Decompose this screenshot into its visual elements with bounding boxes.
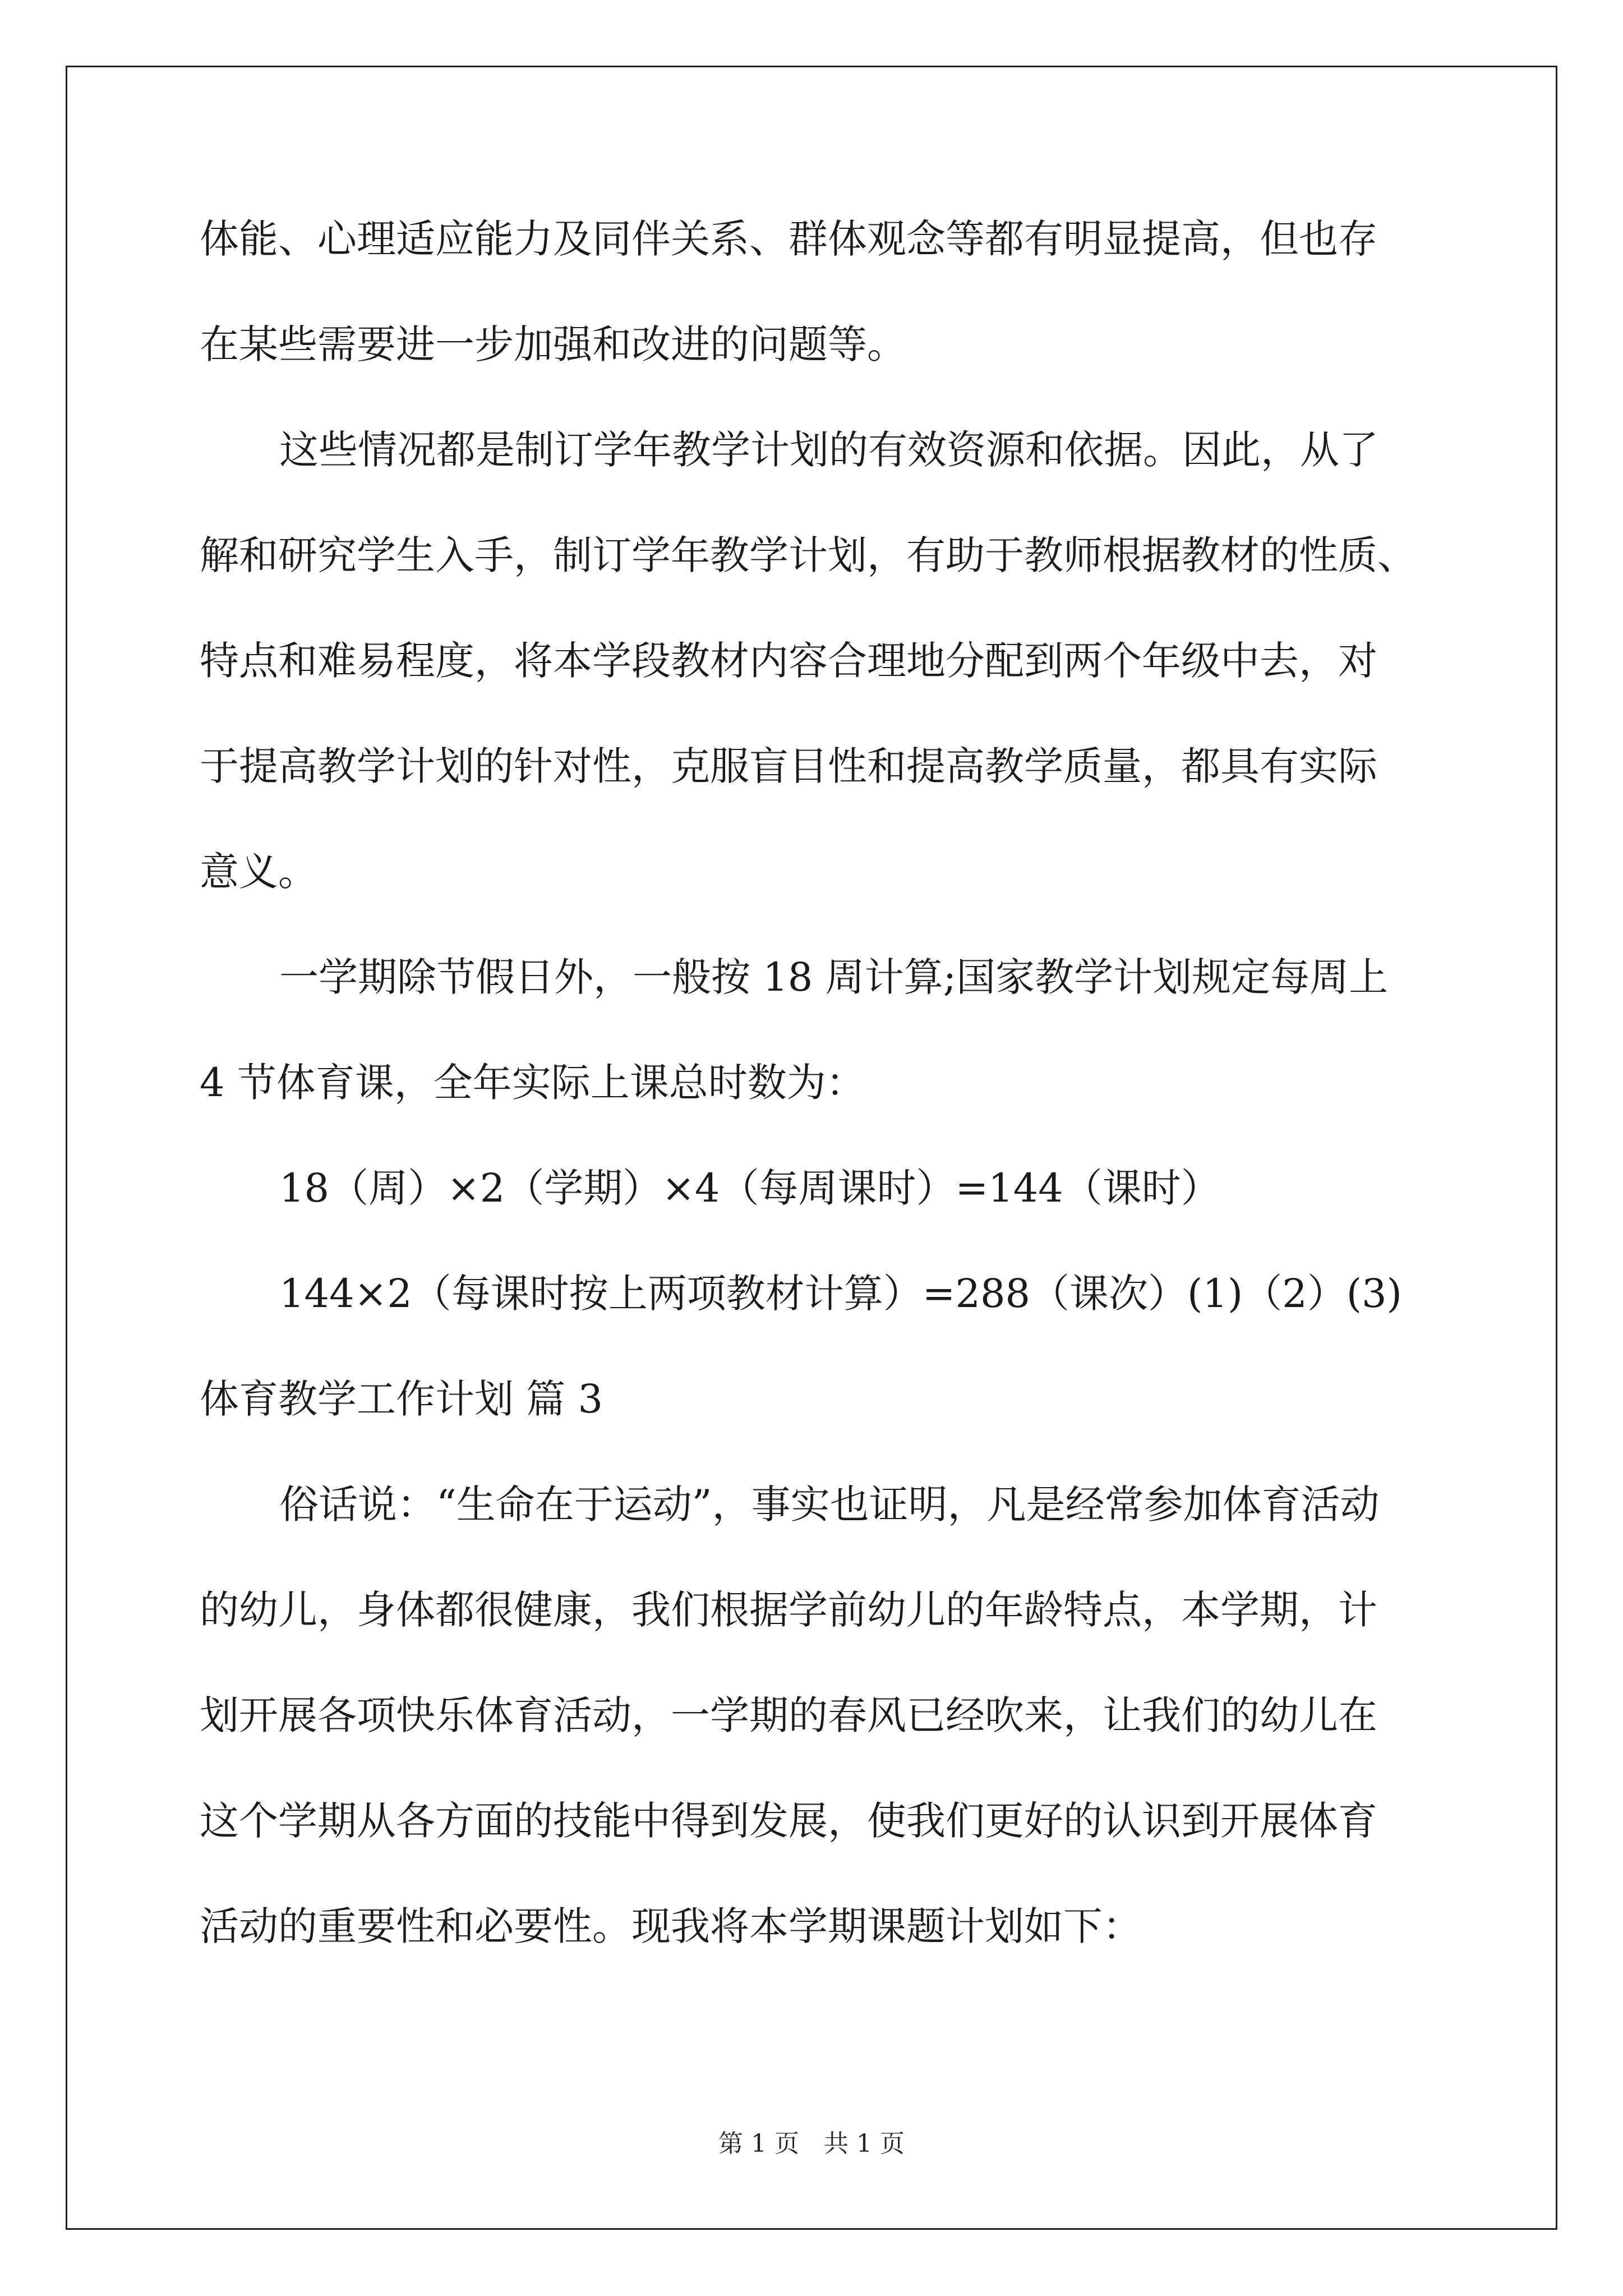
section-heading: 体育教学工作计划 篇 3: [200, 1376, 603, 1422]
text-line-6: 于提高教学计划的针对性，克服盲目性和提高教学质量，都具有实际: [200, 743, 1377, 789]
text-line-7: 意义。: [200, 849, 317, 895]
text-line-3: 这些情况都是制订学年教学计划的有效资源和依据。因此，从了: [279, 427, 1378, 473]
text-line-15: 划开展各项快乐体育活动，一学期的春风已经吹来，让我们的幼儿在: [200, 1692, 1377, 1738]
text-line-10: 18（周）×2（学期）×4（每周课时）=144（课时）: [279, 1165, 1220, 1211]
text-line-8: 一学期除节假日外，一般按 18 周计算;国家教学计划规定每周上: [279, 954, 1389, 1000]
text-line-4: 解和研究学生入手，制订学年教学计划，有助于教师根据教材的性质、: [200, 532, 1417, 578]
text-line-5: 特点和难易程度，将本学段教材内容合理地分配到两个年级中去，对: [200, 638, 1377, 684]
page-number-footer: 第 1 页 共 1 页: [718, 2129, 905, 2158]
text-line-11: 144×2（每课时按上两项教材计算）=288（课次）(1)（2）(3): [279, 1271, 1402, 1317]
text-line-17: 活动的重要性和必要性。现我将本学期课题计划如下：: [200, 1903, 1142, 1949]
text-line-9: 4 节体育课，全年实际上课总时数为：: [200, 1060, 865, 1106]
text-line-2: 在某些需要进一步加强和改进的问题等。: [200, 321, 906, 367]
text-line-13: 俗话说：“生命在于运动”，事实也证明，凡是经常参加体育活动: [279, 1481, 1380, 1527]
text-line-14: 的幼儿，身体都很健康，我们根据学前幼儿的年龄特点，本学期，计: [200, 1587, 1377, 1633]
text-line-1: 体能、心理适应能力及同伴关系、群体观念等都有明显提高，但也存: [200, 216, 1377, 262]
text-line-16: 这个学期从各方面的技能中得到发展，使我们更好的认识到开展体育: [200, 1798, 1377, 1844]
